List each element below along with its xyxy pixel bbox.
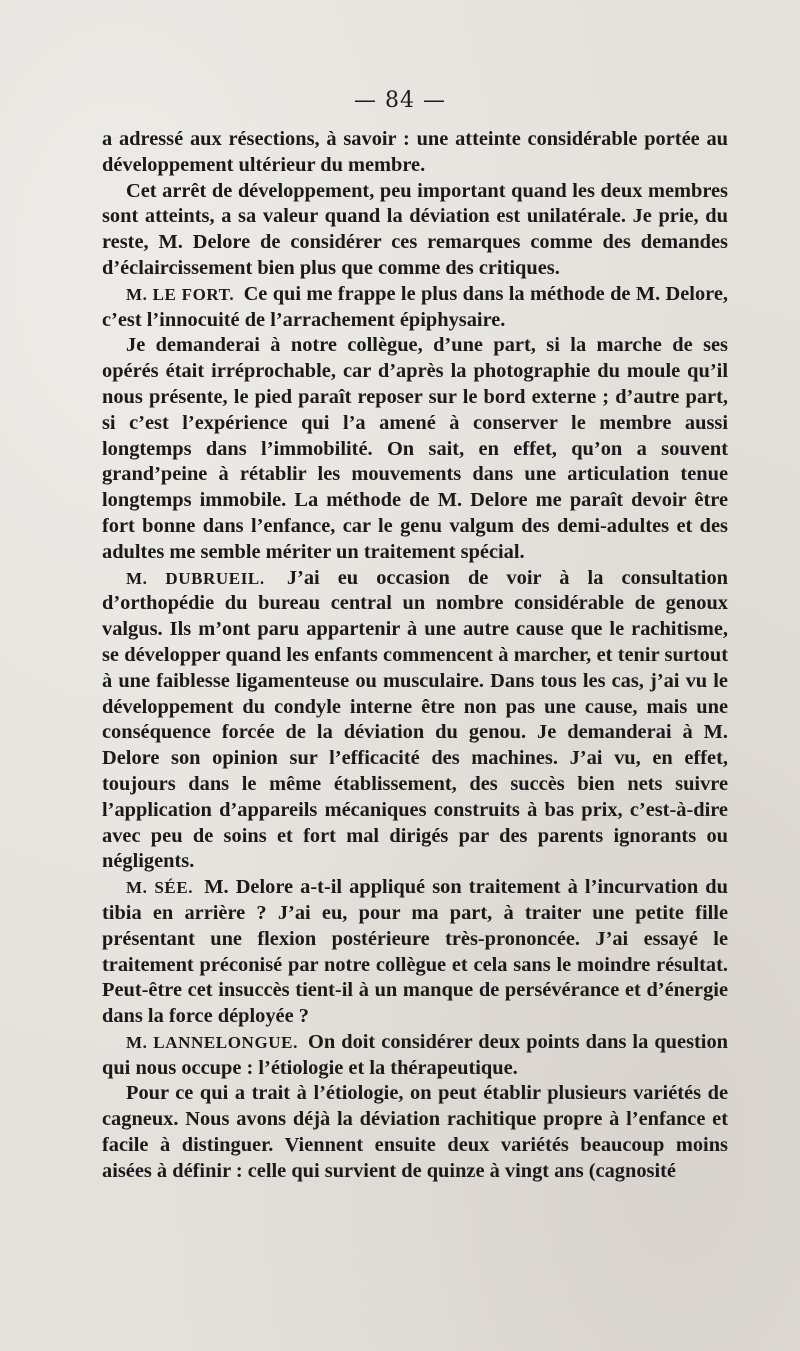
paragraph-text: Cet arrêt de développement, peu important quand les deux membres sont atteints, a sa valeur quand la déviation est unilatérale. Je prie, du reste, M. Delore de considérer ces remarques comme des demandes d’éclaircissement bien plus que comme des critiques. bbox=[102, 179, 728, 279]
paragraph-1 bbox=[102, 127, 728, 179]
speaker-name: M. SÉE. bbox=[126, 878, 194, 898]
paragraph-8 bbox=[102, 1081, 728, 1184]
paragraph-2 bbox=[102, 179, 728, 282]
body-text bbox=[102, 127, 728, 1185]
paragraph-text: On doit considérer deux points dans la question qui nous occupe : l’étiologie et la thérapeutique. bbox=[102, 1030, 728, 1079]
speaker-name: M. LE FORT. bbox=[126, 284, 235, 304]
page-number: — 84 — bbox=[354, 88, 446, 113]
paragraph-4 bbox=[102, 333, 728, 565]
paragraph-text: Je demanderai à notre collègue, d’une part, si la marche de ses opérés était irréprochable, car d’après la photographie du moule qu’il nous présente, le pied paraît reposer sur le bord externe ; d’autre part, si c’est l’expérience qui l’a amené à conserver le membre aussi longtemps dans l’immobilité. On sait, en effet, qu’on a souvent grand’peine à rétablir les mouvements dans une articulation tenue longtemps immobile. La méthode de M. Delore me paraît devoir être fort bonne dans l’enfance, car le genu valgum des demi-adultes et des adultes me semble mériter un traitement spécial. bbox=[102, 334, 728, 563]
paragraph-text: Pour ce qui a trait à l’étiologie, on peut établir plusieurs variétés de cagneux. Nous avons déjà la déviation rachitique propre à l’enfance et facile à distinguer. Viennent ensuite deux variétés beaucoup moins aisées à définir : celle qui survient de quinze à vingt ans (cagnosité bbox=[102, 1082, 728, 1182]
speaker-name: M. DUBRUEIL. bbox=[126, 568, 265, 588]
paragraph-7 bbox=[102, 1030, 728, 1082]
paragraph-text: Ce qui me frappe le plus dans la méthode de M. Delore, c’est l’innocuité de l’arrachement épiphysaire. bbox=[102, 282, 728, 331]
paragraph-text: M. Delore a-t-il appliqué son traitement à l’incurvation du tibia en arrière ? J’ai eu, pour ma part, à traiter une petite fille présentant une flexion postérieure très-prononcée. J’ai essayé le traitement préconisé par notre collègue et cela sans le moindre résultat. Peut-être cet insuccès tient-il à un manque de persévérance et d’énergie dans la force déployée ? bbox=[102, 876, 728, 1028]
paragraph-text: J’ai eu occasion de voir à la consultation d’orthopédie du bureau central un nombre considérable de genoux valgus. Ils m’ont paru appartenir à une autre cause que le rachitisme, se développer quand les enfants commencent à marcher, et tenir surtout à une faiblesse ligamenteuse ou musculaire. Dans tous les cas, j’ai vu le développement du condyle interne être non pas une cause, mais une conséquence forcée de la déviation du genou. Je demanderai à M. Delore son opinion sur l’efficacité des machines. J’ai vu, en effet, toujours dans le même établissement, des succès bien nets suivre l’application d’appareils mécaniques construits à bas prix, c’est-à-dire avec peu de soins et fort mal dirigés par des parents ignorants ou négligents. bbox=[102, 566, 728, 873]
paragraph-3 bbox=[102, 282, 728, 334]
paragraph-text: a adressé aux résections, à savoir : une atteinte considérable portée au développement ultérieur du membre. bbox=[102, 128, 728, 176]
paragraph-5 bbox=[102, 566, 728, 876]
speaker-name: M. LANNELONGUE. bbox=[126, 1032, 298, 1052]
paragraph-6 bbox=[102, 875, 728, 1030]
